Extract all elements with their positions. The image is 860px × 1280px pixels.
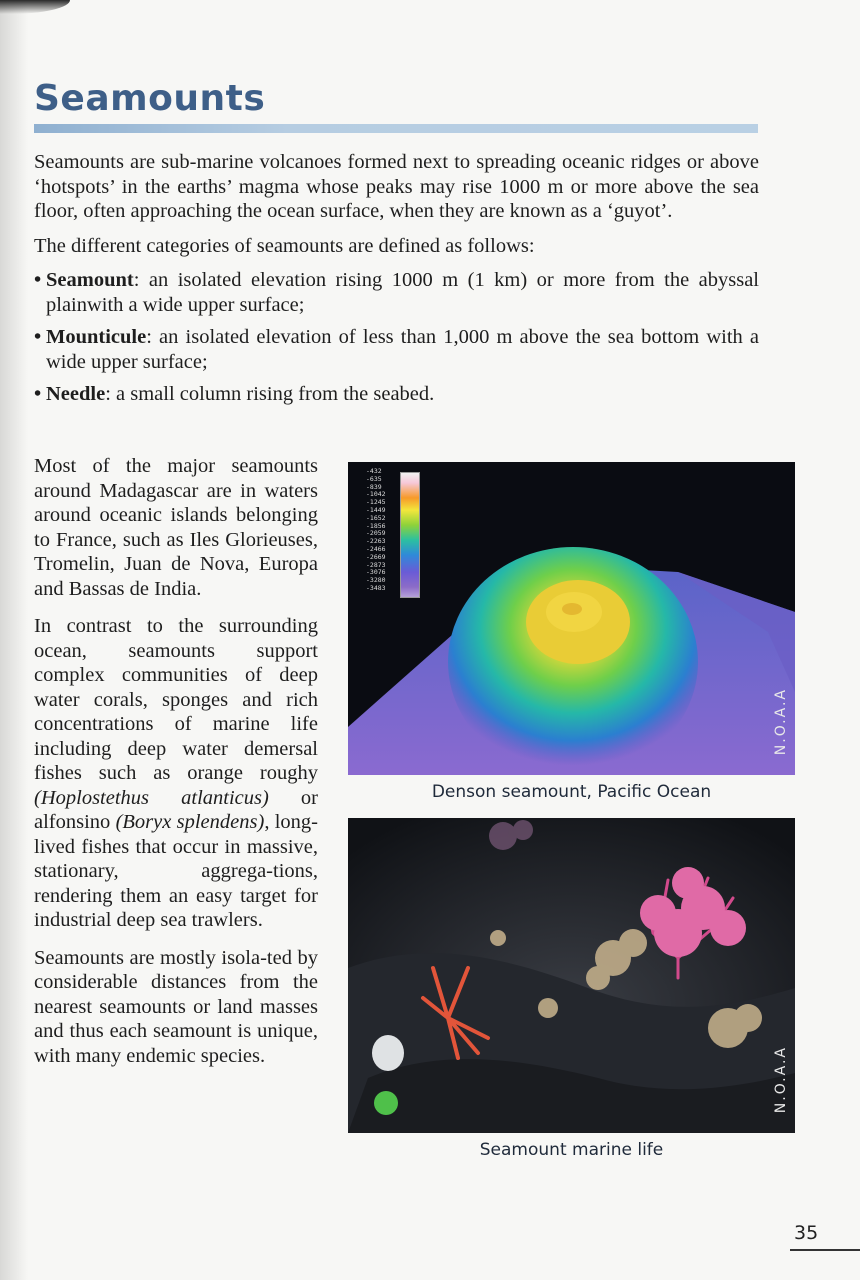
categories-lead: The different categories of seamounts are defined as follows:	[34, 234, 535, 257]
category-term: Seamount	[46, 269, 134, 291]
bullet-icon: •	[34, 326, 42, 348]
depth-color-scale	[400, 472, 420, 598]
category-item-seamount	[34, 268, 759, 317]
photo-credit: N.O.A.A	[773, 1045, 789, 1113]
intro-section	[34, 150, 759, 415]
page-number-rule	[790, 1249, 860, 1251]
category-term: Mounticule	[46, 326, 147, 348]
figure-caption: Denson seamount, Pacific Ocean	[431, 782, 712, 802]
depth-label: -839	[366, 482, 382, 491]
body-paragraph-islands: Most of the major seamounts around Madagascar are in waters around oceanic islands belonging to France, such as Iles Glorieuses, Tromelin, Juan de Nova, Europa and Bassas de India.	[34, 455, 318, 600]
depth-label: -3483	[366, 583, 386, 592]
depth-label: -1856	[366, 521, 386, 530]
depth-scale-labels	[366, 468, 400, 593]
depth-label: -1652	[366, 513, 386, 522]
marine-life-illustration	[348, 818, 795, 1133]
page-gutter-shadow	[0, 0, 28, 1280]
category-definition: : an isolated elevation of less than 1,000 m above the sea bottom with a wide upper surface;	[46, 326, 759, 373]
page-title: Seamounts	[34, 78, 266, 119]
depth-label: -2466	[366, 544, 386, 553]
depth-label: -432	[366, 467, 382, 475]
scientific-name: (Boryx splendens)	[115, 811, 265, 833]
body-paragraph-isolation: Seamounts are mostly isola-ted by considerable distances from the nearest seamounts or land masses and thus each seamount is unique, with many endemic species.	[34, 946, 318, 1067]
body-column	[34, 454, 318, 1081]
depth-label: -3280	[366, 576, 386, 585]
depth-label: -2263	[366, 537, 386, 546]
body-text: or alfonsino	[34, 786, 318, 833]
depth-label: -2669	[366, 552, 386, 561]
seamount-bathymetry-image	[348, 462, 795, 775]
depth-label: -2059	[366, 529, 386, 538]
intro-paragraph: Seamounts are sub-marine volcanoes formed next to spreading oceanic ridges or above ‘hotspots’ in the earths’ magma whose peaks may rise 1000 m or more above the sea floor, often approaching the ocean surface, when they are known as a ‘guyot’.	[34, 151, 759, 222]
body-text: , long-lived fishes that occur in massive, stationary, aggrega-tions, rendering them an easy target for industrial deep sea trawlers.	[34, 811, 318, 931]
depth-label: -1042	[366, 490, 386, 499]
page-corner-shadow	[0, 0, 70, 14]
category-definition: : a small column rising from the seabed.	[105, 383, 435, 405]
bullet-icon: •	[34, 383, 42, 405]
body-text: In contrast to the surrounding ocean, seamounts support complex communities of deep water corals, sponges and rich concentrations of marine life including deep water demersal fishes such as orange roughy	[34, 615, 318, 784]
depth-label: -635	[366, 474, 382, 483]
category-item-mounticule	[34, 325, 759, 374]
bullet-icon: •	[34, 269, 42, 291]
depth-label: -1245	[366, 498, 386, 507]
marine-life-photo	[348, 818, 795, 1133]
depth-label: -1449	[366, 505, 386, 514]
photo-credit: N.O.A.A	[773, 687, 789, 755]
category-term: Needle	[46, 383, 106, 405]
figure-caption: Seamount marine life	[479, 1140, 664, 1160]
depth-label: -3076	[366, 568, 386, 577]
body-paragraph-communities	[34, 614, 318, 933]
category-definition: : an isolated elevation rising 1000 m (1 km) or more from the abyssal plainwith a wide upper surface;	[46, 269, 759, 316]
page-number: 35	[794, 1222, 819, 1244]
depth-label: -2873	[366, 560, 386, 569]
title-underline	[34, 124, 758, 133]
category-item-needle	[34, 382, 759, 407]
category-list	[34, 268, 759, 407]
scientific-name: (Hoplostethus atlanticus)	[34, 786, 269, 809]
